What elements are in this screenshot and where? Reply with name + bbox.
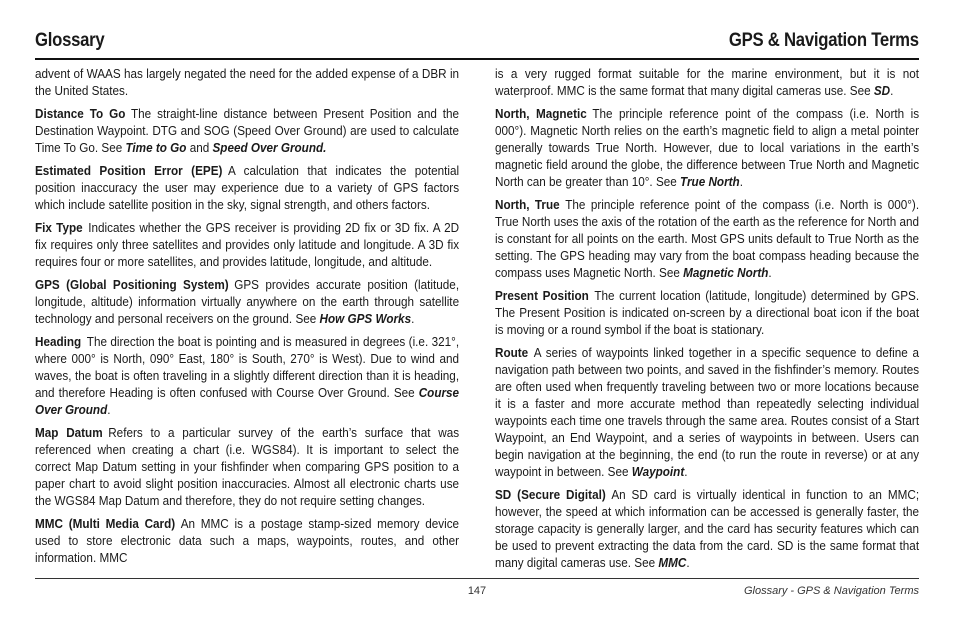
glossary-definition: A calculation that indicates the potential position inaccuracy the user may experience due to a variety of GPS factors which include satellite position in the sky, signal strength, and others factors.: [35, 164, 460, 212]
right-column: [495, 66, 919, 578]
glossary-term: Distance To Go: [35, 107, 126, 121]
glossary-term: Route: [495, 346, 529, 360]
glossary-definition: The direction the boat is pointing and is measured in degrees (i.e. 321°, where 000° is North, 090° East, 180° is South, 270° is West). Due to wind and waves, the boat is often traveling in a slightly different direction than it is heading, and therefore Heading is often confused with Course Over Ground. See: [35, 335, 460, 400]
glossary-term: North, Magnetic: [495, 107, 587, 121]
glossary-entry: [35, 516, 459, 567]
glossary-definition: An MMC is a postage stamp-sized memory device used to store electronic data such a maps, waypoints, routes, and other information. MMC: [35, 517, 460, 565]
footer-rule: [35, 578, 919, 579]
glossary-definition: is a very rugged format suitable for the marine environment, but it is not waterproof. MMC is the same format that many digital cameras use. See: [495, 67, 920, 98]
reference-separator: .: [686, 556, 690, 570]
section-title: Glossary: [35, 30, 105, 51]
glossary-definition: An SD card is virtually identical in function to an MMC; however, the speed at which information can be accessed is generally faster, the storage capacity is generally larger, and the card has security features which can be used to prevent extracting the data from the card. SD is the same format that many digital cameras use. See: [495, 488, 920, 570]
glossary-term: SD (Secure Digital): [495, 488, 606, 502]
glossary-term: Map Datum: [35, 426, 103, 440]
glossary-entry: [495, 487, 919, 572]
cross-reference-link[interactable]: Course Over Ground: [35, 386, 460, 417]
glossary-definition: Indicates whether the GPS receiver is providing 2D fix or 3D fix. A 2D fix requires only three satellites and provides only latitude and longitude. A 3D fix requires four or more satellites, and provides latitude, longitude, and altitude.: [35, 221, 460, 269]
reference-separator: .: [411, 312, 415, 326]
glossary-term: GPS (Global Positioning System): [35, 278, 229, 292]
header-rule: [35, 58, 919, 60]
glossary-definition: The principle reference point of the compass (i.e. North is 000°). Magnetic North relies on the earth’s magnetic field to align a metal pointer generally towards True North. However, due to local variations in the earth’s magnetic field around the globe, the difference between True North and Magnetic North can be greater than 10°. See: [495, 107, 920, 189]
cross-reference-link[interactable]: MMC: [655, 556, 687, 570]
glossary-term: Heading: [35, 335, 82, 349]
glossary-definition: The current location (latitude, longitude) determined by GPS. The Present Position is indicated on-screen by a directional boat icon if the boat is moving or a round symbol if the boat is stationary.: [495, 289, 920, 337]
glossary-definition: advent of WAAS has largely negated the need for the added expense of a DBR in the United States.: [35, 67, 460, 98]
reference-separator: .: [768, 266, 772, 280]
cross-reference-link[interactable]: Magnetic North: [679, 266, 769, 280]
page-number: 147: [467, 585, 487, 597]
glossary-entry: [495, 106, 919, 191]
reference-separator: and: [186, 141, 213, 155]
cross-reference-link[interactable]: How GPS Works: [316, 312, 412, 326]
cross-reference-link[interactable]: Speed Over Ground.: [212, 141, 327, 155]
footer-section-title: Glossary - GPS & Navigation Terms: [743, 585, 919, 597]
glossary-entry: [35, 163, 459, 214]
glossary-entry: [495, 66, 919, 100]
glossary-term: Present Position: [495, 289, 589, 303]
reference-separator: .: [890, 84, 894, 98]
reference-separator: .: [739, 175, 743, 189]
glossary-entry: [495, 197, 919, 282]
cross-reference-link[interactable]: SD: [870, 84, 891, 98]
glossary-entry: [35, 425, 459, 510]
glossary-definition: A series of waypoints linked together in a specific sequence to define a navigation path between two points, and saved in the fishfinder’s memory. Routes are often used when frequently traveling between two or more locations because it is a faster and more accurate method than repeatedly selecting individual waypoints each time one travels through the same area. Routes consist of a Start Waypoint, an End Waypoint, and a series of waypoints in between. Users can begin navigation at the beginning, the end (to run the route in reverse) or at any waypoint in between. See: [495, 346, 920, 479]
reference-separator: .: [107, 403, 111, 417]
cross-reference-link[interactable]: Waypoint: [628, 465, 685, 479]
left-column: [35, 66, 459, 573]
cross-reference-link[interactable]: True North: [676, 175, 740, 189]
glossary-definition: GPS provides accurate position (latitude, longitude, altitude) information virtually anywhere on the earth through satellite technology and personal receivers on the ground. See: [35, 278, 460, 326]
glossary-entry: [495, 288, 919, 339]
glossary-term: Fix Type: [35, 221, 83, 235]
glossary-term: Estimated Position Error (EPE): [35, 164, 223, 178]
glossary-entry: [35, 334, 459, 419]
glossary-entry: [495, 345, 919, 481]
glossary-entry: [35, 106, 459, 157]
glossary-term: MMC (Multi Media Card): [35, 517, 176, 531]
glossary-entry: [35, 66, 459, 100]
glossary-definition: The principle reference point of the compass (i.e. North is 000°). True North uses the axis of the rotation of the earth as the reference for North and is constant for all points on the earth. Most GPS units default to True North as the setting. The GPS heading may vary from the boat compass heading because the compass uses Magnetic North. See: [495, 198, 920, 280]
page-title: GPS & Navigation Terms: [729, 30, 919, 51]
glossary-term: North, True: [495, 198, 560, 212]
reference-separator: .: [684, 465, 688, 479]
glossary-entry: [35, 220, 459, 271]
glossary-definition: Refers to a particular survey of the earth’s surface that was referenced when creating a chart (i.e. WGS84). It is important to select the correct Map Datum setting in your fishfinder when comparing GPS position to a paper chart to avoid slight position inaccuracies. Almost all electronic charts use the WGS84 Map Datum and therefore, they do not require setting changes.: [35, 426, 460, 508]
glossary-entry: [35, 277, 459, 328]
cross-reference-link[interactable]: Time to Go: [122, 141, 187, 155]
glossary-definition: The straight-line distance between Present Position and the Destination Waypoint. DTG and SOG (Speed Over Ground) are used to calculate Time To Go. See: [35, 107, 460, 155]
